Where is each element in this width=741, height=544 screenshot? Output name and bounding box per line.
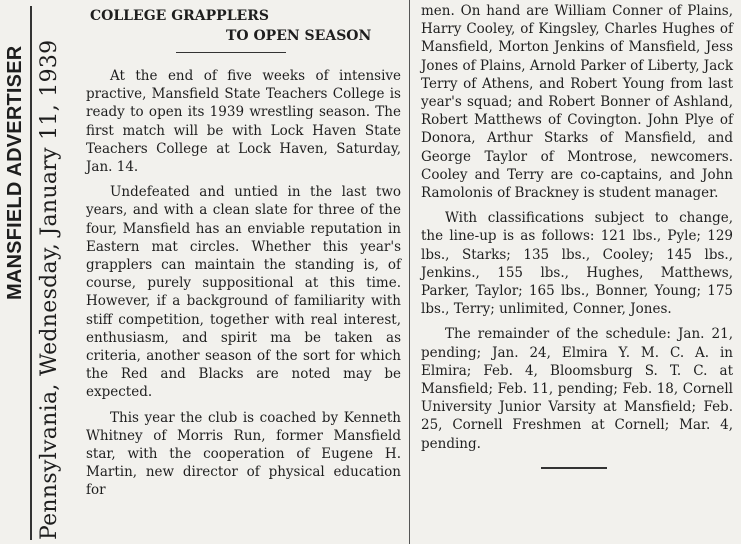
publication-dateline: Pennsylvania, Wednesday, January 11, 1939	[37, 39, 62, 540]
headline-line-1: COLLEGE GRAPPLERS	[90, 8, 269, 24]
article-paragraph: Undefeated and untied in the last two years, and with a clean slate for three of the four, Mansfield has an enviable reputation in Eastern mat circles. Whether this year's grapplers can maintain the standing is, of course, purely suppositional at this time. However, if a background of familiarity with stiff competition, together with real interest, enthusiasm, and spirit ma be taken as criteria, another season of the sort for which the Red and Blacks are noted may be expected.	[86, 184, 401, 401]
article-headline	[86, 6, 401, 46]
article-paragraph: At the end of five weeks of intensive practive, Mansfield State Teachers College is ready to open its 1939 wrestling season. The first match will be with Lock Haven State Teachers College at Lock Haven, Saturday, Jan. 14.	[86, 68, 401, 176]
newspaper-masthead: MANSFIELD ADVERTISER	[4, 45, 26, 300]
vertical-masthead-strip	[0, 0, 62, 544]
column-divider	[409, 0, 410, 544]
headline-rule	[176, 52, 286, 53]
headline-line-2: TO OPEN SEASON	[226, 28, 372, 44]
article-column-left	[86, 6, 401, 507]
article-end-rule	[541, 467, 607, 469]
article-column-right	[421, 2, 733, 469]
masthead-divider	[30, 6, 32, 540]
article-paragraph: With classifications subject to change, the line-up is as follows: 121 lbs., Pyle; 129 lbs., Starks; 135 lbs., Cooley; 145 lbs., Jenkins., 155 lbs., Hughes, Matthews, Parker, Taylor; 165 lbs., Bonner, Young; 175 lbs., Terry; unlimited, Conner, Jones.	[421, 210, 733, 318]
article-paragraph: men. On hand are William Conner of Plains, Harry Cooley, of Kingsley, Charles Hughes of Mansfield, Morton Jenkins of Mansfield, Jess Jones of Plains, Arnold Parker of Liberty, Jack Terry of Athens, and Robert Young from last year's squad; and Robert Bonner of Ashland, Robert Matthews of Covington. John Plye of Donora, Arthur Starks of Mansfield, and George Taylor of Montrose, newcomers. Cooley and Terry are co-captains, and John Ramolonis of Brackney is student manager.	[421, 3, 733, 202]
article-paragraph: The remainder of the schedule: Jan. 21, pending; Jan. 24, Elmira Y. M. C. A. in Elmira; Feb. 4, Bloomsburg S. T. C. at Mansfield; Feb. 11, pending; Feb. 18, Cornell University Junior Varsity at Mansfield; Feb. 25, Cornell Freshmen at Cornell; Mar. 4, pending.	[421, 326, 733, 452]
article-paragraph: This year the club is coached by Kenneth Whitney of Morris Run, former Mansfield star, with the cooperation of Eugene H. Martin, new director of physical education for	[86, 409, 401, 499]
